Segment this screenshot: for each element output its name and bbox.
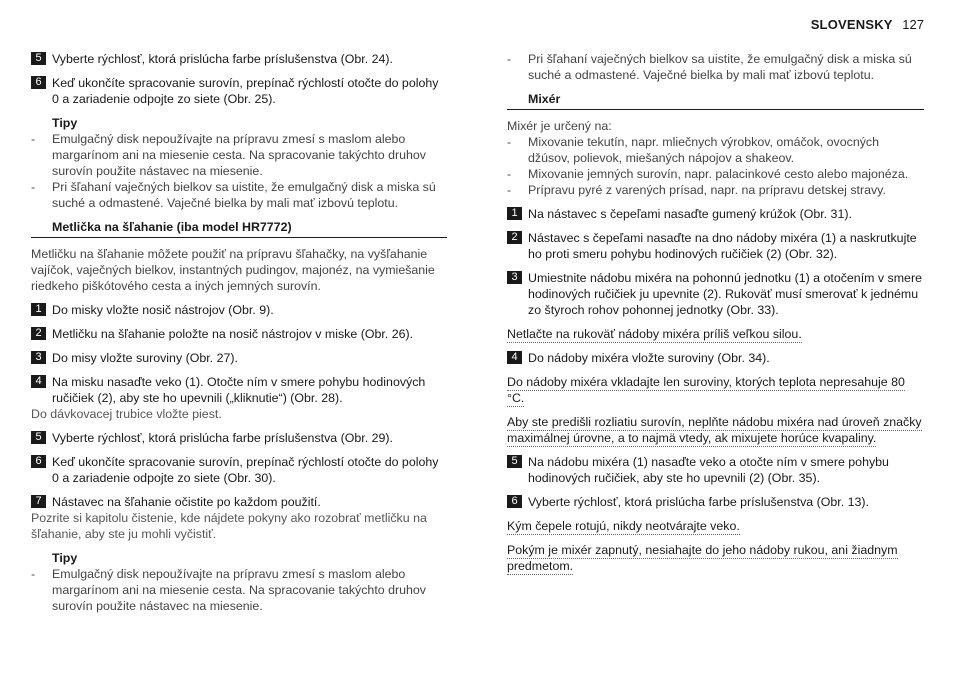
tip-text: Emulgačný disk nepoužívajte na prípravu zmesí s maslom alebo margarínom ani na miesenie cesta. Na spracovanie takýchto druhov surovín použite nástavec na miesenie. xyxy=(52,567,426,613)
section-heading-whisk: Metlička na šľahanie (iba model HR7772) xyxy=(31,219,447,238)
step-text: Vyberte rýchlosť, ktorá prislúcha farbe príslušenstva (Obr. 24). xyxy=(52,52,393,66)
step-item xyxy=(31,350,447,366)
tips-heading: Tipy xyxy=(52,116,78,130)
step-text: Do misky vložte nosič nástrojov (Obr. 9). xyxy=(52,303,274,317)
tip-text: Emulgačný disk nepoužívajte na prípravu zmesí s maslom alebo margarínom ani na miesenie cesta. Na spracovanie takýchto druhov surovín použite nástavec na miesenie. xyxy=(52,132,426,178)
tip-item xyxy=(31,566,447,614)
section-intro: Mixér je určený na: xyxy=(507,119,612,133)
warning-note xyxy=(507,518,924,534)
step-number: 1 xyxy=(31,303,46,316)
step-number: 1 xyxy=(507,207,522,220)
step-number: 5 xyxy=(31,431,46,444)
step-number: 3 xyxy=(507,271,522,284)
tip-text: Pri šľahaní vaječných bielkov sa uistite, že emulgačný disk a miska sú suché a odmastené. Vaječné bielka by mali mať izbovú teplotu. xyxy=(528,52,912,82)
tips-heading: Tipy xyxy=(52,551,78,565)
step-text: Vyberte rýchlosť, ktorá prislúcha farbe príslušenstva (Obr. 29). xyxy=(52,431,393,445)
step-number: 6 xyxy=(507,495,522,508)
tip-item xyxy=(507,51,924,83)
step-item xyxy=(31,494,447,542)
step-item xyxy=(31,430,447,446)
step-item xyxy=(507,270,924,318)
step-number: 3 xyxy=(31,351,46,364)
left-column xyxy=(31,51,447,614)
language-title: SLOVENSKY xyxy=(810,17,893,32)
step-item xyxy=(507,494,924,510)
warning-text: Aby ste predišli rozliatiu surovín, neplňte nádobu mixéra nad úroveň značky maximálnej úrovne, a to najmä vtedy, ak mixujete horúce kvapaliny. xyxy=(507,415,922,445)
dash-icon: - xyxy=(31,132,36,146)
dash-icon: - xyxy=(507,52,512,66)
tip-item xyxy=(31,179,447,211)
tip-item xyxy=(31,131,447,179)
step-item xyxy=(507,350,924,366)
step-text: Na misku nasaďte veko (1). Otočte ním v smere pohybu hodinových ručičiek (2), aby ste ho upevnili („kliknutie“) (Obr. 28). xyxy=(52,375,426,405)
step-text: Umiestnite nádobu mixéra na pohonnú jednotku (1) a otočením v smere hodinových ručičiek ju upevnite (2). Rukoväť musí smerovať k jednému zo štyroch rohov pohonnej jednotky (Obr. 33). xyxy=(528,271,922,317)
step-item xyxy=(31,454,447,486)
page-number: 127 xyxy=(902,17,924,32)
right-column xyxy=(507,51,924,582)
warning-text: Do nádoby mixéra vkladajte len suroviny, ktorých teplota nepresahuje 80 °C. xyxy=(507,375,905,405)
tip-text: Pri šľahaní vaječných bielkov sa uistite, že emulgačný disk a miska sú suché a odmastené. Vaječné bielka by mali mať izbovú teplotu. xyxy=(52,180,436,210)
dash-icon: - xyxy=(507,135,512,149)
step-number: 6 xyxy=(31,455,46,468)
warning-note xyxy=(507,326,924,342)
step-text: Vyberte rýchlosť, ktorá prislúcha farbe príslušenstva (Obr. 13). xyxy=(528,495,869,509)
step-continuation: Do dávkovacej trubice vložte piest. xyxy=(31,407,222,421)
step-text: Keď ukončíte spracovanie surovín, prepínač rýchlostí otočte do polohy 0 a zariadenie odpojte zo siete (Obr. 30). xyxy=(52,455,439,485)
step-text: Metličku na šľahanie položte na nosič nástrojov v miske (Obr. 26). xyxy=(52,327,414,341)
step-item xyxy=(31,326,447,342)
dash-icon: - xyxy=(31,567,36,581)
page-header xyxy=(811,17,924,32)
warning-text: Netlačte na rukoväť nádoby mixéra príliš veľkou silou. xyxy=(507,327,802,341)
dash-icon: - xyxy=(31,180,36,194)
step-text: Na nástavec s čepeľami nasaďte gumený krúžok (Obr. 31). xyxy=(528,207,852,221)
warning-text: Pokým je mixér zapnutý, nesiahajte do jeho nádoby rukou, ani žiadnym predmetom. xyxy=(507,543,898,573)
step-item xyxy=(31,374,447,422)
step-text: Do nádoby mixéra vložte suroviny (Obr. 34). xyxy=(528,351,770,365)
step-item xyxy=(507,454,924,486)
step-number: 5 xyxy=(507,455,522,468)
step-number: 4 xyxy=(507,351,522,364)
use-item xyxy=(507,182,924,198)
step-number: 5 xyxy=(31,52,46,65)
step-number: 2 xyxy=(31,327,46,340)
use-text: Mixovanie tekutín, napr. mliečnych výrobkov, omáčok, ovocných džúsov, polievok, miešaných nápojov a shakeov. xyxy=(528,135,879,165)
step-text: Nástavec na šľahanie očistite po každom použití. xyxy=(52,495,321,509)
dash-icon: - xyxy=(507,167,512,181)
step-item xyxy=(507,206,924,222)
step-number: 2 xyxy=(507,231,522,244)
section-heading-blender: Mixér xyxy=(507,91,924,110)
warning-note xyxy=(507,374,924,406)
step-number: 4 xyxy=(31,375,46,388)
section-intro: Metličku na šľahanie môžete použiť na prípravu šľahačky, na vyšľahanie vajíčok, vaječných bielkov, instantných pudingov, majonéz, na vymiešanie riedkeho piškótového cesta a iných jemných surovín. xyxy=(31,247,435,293)
step-number: 7 xyxy=(31,495,46,508)
use-item xyxy=(507,166,924,182)
step-item xyxy=(31,302,447,318)
step-text: Nástavec s čepeľami nasaďte na dno nádoby mixéra (1) a naskrutkujte ho proti smeru pohybu hodinových ručičiek (2) (Obr. 32). xyxy=(528,231,917,261)
use-item xyxy=(507,134,924,166)
step-text: Na nádobu mixéra (1) nasaďte veko a otočte ním v smere pohybu hodinových ručičiek, aby ste ho upevnili (2) (Obr. 35). xyxy=(528,455,889,485)
warning-note xyxy=(507,542,924,574)
step-number: 6 xyxy=(31,76,46,89)
use-text: Prípravu pyré z varených prísad, napr. na prípravu detskej stravy. xyxy=(528,183,886,197)
step-text: Do misy vložte suroviny (Obr. 27). xyxy=(52,351,238,365)
dash-icon: - xyxy=(507,183,512,197)
step-item xyxy=(31,51,447,67)
step-text: Keď ukončíte spracovanie surovín, prepínač rýchlostí otočte do polohy 0 a zariadenie odpojte zo siete (Obr. 25). xyxy=(52,76,439,106)
step-item xyxy=(31,75,447,107)
use-text: Mixovanie jemných surovín, napr. palacinkové cesto alebo majonéza. xyxy=(528,167,909,181)
warning-note xyxy=(507,414,924,446)
step-item xyxy=(507,230,924,262)
warning-text: Kým čepele rotujú, nikdy neotvárajte veko. xyxy=(507,519,740,533)
step-continuation: Pozrite si kapitolu čistenie, kde nájdete pokyny ako rozobrať metličku na šľahanie, aby ste ju mohli vyčistiť. xyxy=(31,511,427,541)
